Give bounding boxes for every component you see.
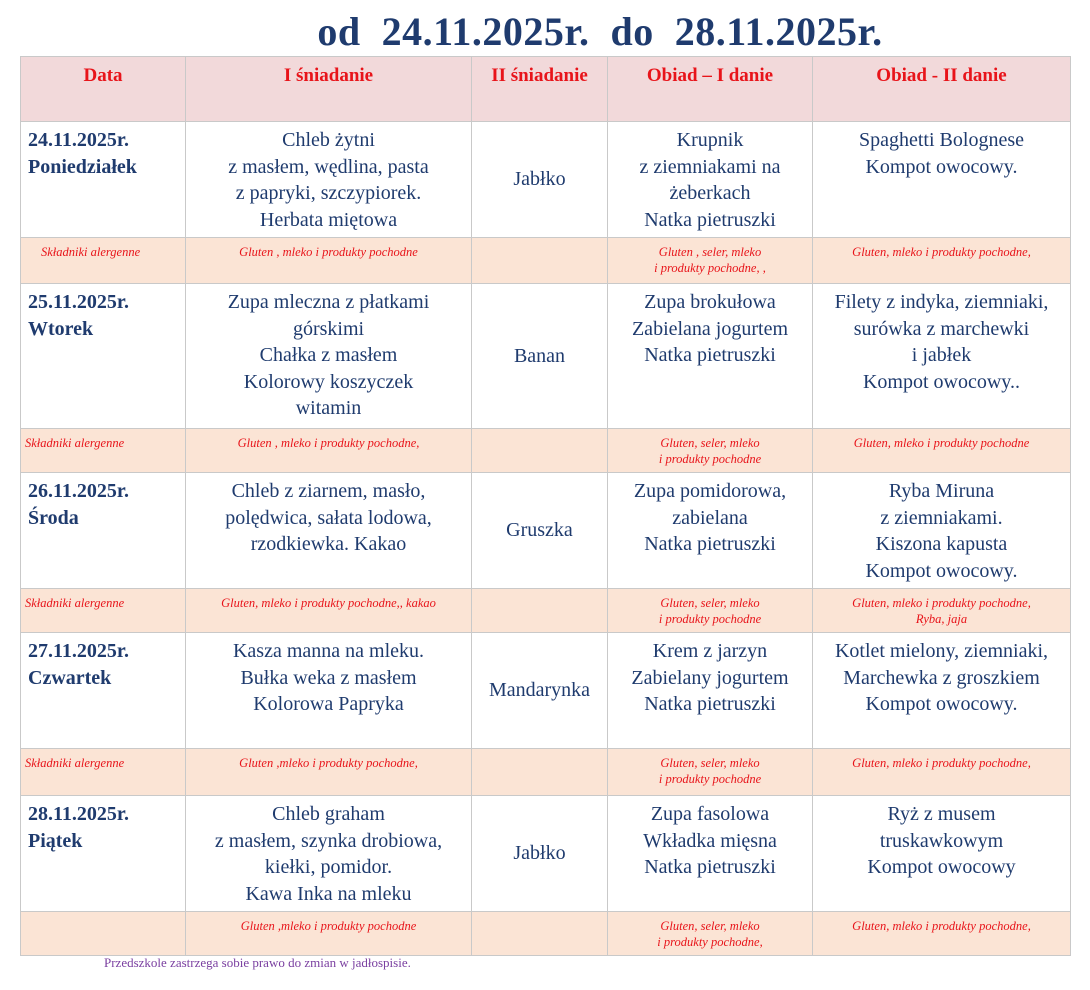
breakfast-1-cell <box>186 284 472 429</box>
allergen-breakfast-1 <box>186 589 472 633</box>
breakfast-1-cell <box>186 473 472 589</box>
lunch-1-cell <box>608 284 813 429</box>
lunch-2-cell <box>813 473 1071 589</box>
lunch-1-cell <box>608 633 813 749</box>
lunch-1-line: Krem z jarzyn <box>652 640 768 662</box>
allergen-line: Gluten, mleko i produkty pochodne, <box>852 245 1031 259</box>
lunch-2-line: Kiszona kapusta <box>875 533 1008 555</box>
breakfast-1-line: z papryki, szczypiorek. <box>235 182 422 204</box>
breakfast-1-line: Bułka weka z masłem <box>240 666 417 689</box>
allergen-lunch-2 <box>813 589 1071 633</box>
allergen-breakfast-2 <box>472 749 608 796</box>
allergen-breakfast-1 <box>186 912 472 956</box>
allergen-line: Gluten ,mleko i produkty pochodne, <box>239 756 418 770</box>
lunch-1-cell <box>608 122 813 238</box>
lunch-1-line: Natka pietruszki <box>644 533 776 555</box>
allergen-line: Gluten, mleko i produkty pochodne, <box>852 596 1031 610</box>
lunch-2-line: Ryż z musem <box>887 803 996 825</box>
breakfast-1-line: Kolorowy koszyczek <box>243 370 414 393</box>
header-row <box>21 57 1071 122</box>
lunch-2-cell <box>813 633 1071 749</box>
breakfast-1-line: Chleb z ziarnem, masło, <box>231 480 426 502</box>
lunch-1-line: Zupa pomidorowa, <box>633 480 787 502</box>
allergen-row <box>21 589 1071 633</box>
header-breakfast-1: I śniadanie <box>186 57 472 122</box>
breakfast-1-line: z masłem, szynka drobiowa, <box>214 829 443 852</box>
lunch-2-line: i jabłek <box>911 344 972 366</box>
breakfast-2-cell: Mandarynka <box>472 633 608 749</box>
lunch-2-cell <box>813 122 1071 238</box>
allergen-line: Gluten, mleko i produkty pochodne <box>853 436 1030 450</box>
breakfast-1-line: kiełki, pomidor. <box>264 856 393 878</box>
allergen-label: Składniki alergenne <box>21 749 186 796</box>
menu-title: od 24.11.2025r. do 28.11.2025r. <box>317 9 883 54</box>
date-cell <box>21 796 186 912</box>
allergen-label: Składniki alergenne <box>21 238 186 284</box>
allergen-lunch-1 <box>608 429 813 473</box>
breakfast-1-line: górskimi <box>292 317 365 340</box>
lunch-1-line: Zupa brokułowa <box>644 291 776 313</box>
allergen-lunch-2 <box>813 912 1071 956</box>
lunch-2-line: Kompot owocowy. <box>865 155 1018 178</box>
allergen-row <box>21 429 1071 473</box>
allergen-line: i produkty pochodne, , <box>654 261 766 275</box>
allergen-label: Składniki alergenne <box>21 429 186 473</box>
breakfast-1-line: rzodkiewka. Kakao <box>250 533 407 555</box>
allergen-line: Gluten , mleko i produkty pochodne <box>239 245 418 259</box>
lunch-2-line: truskawkowym <box>879 829 1004 852</box>
lunch-2-cell <box>813 284 1071 429</box>
header-date: Data <box>21 57 186 122</box>
lunch-2-cell <box>813 796 1071 912</box>
breakfast-2-cell: Jabłko <box>472 122 608 238</box>
allergen-line: Ryba, jaja <box>915 612 968 626</box>
header-lunch-2: Obiad - II danie <box>813 57 1071 122</box>
day-row <box>21 633 1071 749</box>
allergen-breakfast-1 <box>186 749 472 796</box>
day-row <box>21 284 1071 429</box>
breakfast-2-cell: Gruszka <box>472 473 608 589</box>
allergen-line: Gluten , seler, mleko <box>658 245 762 259</box>
allergen-label: Składniki alergenne <box>21 589 186 633</box>
weekday-text: Piątek <box>28 829 83 852</box>
date-text: 28.11.2025r. <box>28 803 129 825</box>
breakfast-1-line: Chleb żytni <box>282 129 375 151</box>
date-cell <box>21 473 186 589</box>
lunch-2-line: Kotlet mielony, ziemniaki, <box>834 640 1049 662</box>
allergen-line: i produkty pochodne, <box>657 935 763 949</box>
breakfast-1-cell <box>186 796 472 912</box>
lunch-2-line: Kompot owocowy. <box>865 693 1018 715</box>
breakfast-1-line: Chleb graham <box>272 803 385 825</box>
weekday-text: Poniedziałek <box>28 155 137 178</box>
allergen-line: i produkty pochodne <box>658 772 762 786</box>
allergen-row <box>21 238 1071 284</box>
breakfast-1-line: Herbata miętowa <box>259 208 398 231</box>
lunch-2-line: Ryba Miruna <box>888 480 995 502</box>
lunch-1-line: z ziemniakami na <box>639 155 781 178</box>
lunch-1-cell <box>608 473 813 589</box>
allergen-breakfast-1 <box>186 429 472 473</box>
allergen-breakfast-2 <box>472 589 608 633</box>
lunch-2-line: Kompot owocowy.. <box>862 370 1021 393</box>
allergen-breakfast-1 <box>186 238 472 284</box>
breakfast-1-line: Chałka z masłem <box>259 344 398 366</box>
day-row <box>21 473 1071 589</box>
allergen-line: i produkty pochodne <box>658 452 762 466</box>
breakfast-2-cell: Jabłko <box>472 796 608 912</box>
lunch-2-line: Kompot owocowy <box>867 856 1016 878</box>
lunch-1-line: Zabielana jogurtem <box>631 317 789 340</box>
header-breakfast-2: II śniadanie <box>472 57 608 122</box>
allergen-breakfast-2 <box>472 912 608 956</box>
lunch-1-line: Krupnik <box>676 129 744 151</box>
breakfast-1-line: z masłem, wędlina, pasta <box>228 155 429 178</box>
day-row <box>21 122 1071 238</box>
date-text: 24.11.2025r. <box>28 129 129 151</box>
allergen-line: Gluten, mleko i produkty pochodne,, kakao <box>221 596 436 610</box>
lunch-1-line: Wkładka mięsna <box>643 829 777 852</box>
lunch-1-line: Natka pietruszki <box>644 693 776 715</box>
date-text: 26.11.2025r. <box>28 480 129 502</box>
date-cell <box>21 633 186 749</box>
lunch-1-line: Natka pietruszki <box>644 856 776 878</box>
breakfast-1-line: Zupa mleczna z płatkami <box>227 291 430 313</box>
allergen-line: Gluten, seler, mleko <box>660 919 760 933</box>
lunch-2-line: Marchewka z groszkiem <box>843 666 1040 689</box>
breakfast-1-line: Kasza manna na mleku. <box>232 640 425 662</box>
weekly-menu-table <box>20 56 1071 956</box>
header-lunch-1: Obiad – I danie <box>608 57 813 122</box>
lunch-2-line: Filety z indyka, ziemniaki, <box>834 291 1049 313</box>
weekday-text: Środa <box>28 506 79 529</box>
allergen-row <box>21 749 1071 796</box>
allergen-lunch-2 <box>813 238 1071 284</box>
allergen-breakfast-2 <box>472 429 608 473</box>
allergen-line: Gluten , mleko i produkty pochodne, <box>237 436 420 450</box>
date-cell <box>21 122 186 238</box>
allergen-line: i produkty pochodne <box>658 612 762 626</box>
lunch-1-line: żeberkach <box>669 182 751 204</box>
allergen-lunch-1 <box>608 589 813 633</box>
breakfast-1-line: Kawa Inka na mleku <box>245 882 412 905</box>
breakfast-1-line: Kolorowa Papryka <box>253 693 404 715</box>
allergen-line: Gluten, seler, mleko <box>660 756 760 770</box>
allergen-lunch-1 <box>608 238 813 284</box>
breakfast-1-cell <box>186 122 472 238</box>
lunch-1-cell <box>608 796 813 912</box>
day-row <box>21 796 1071 912</box>
lunch-1-line: zabielana <box>672 506 748 529</box>
lunch-1-line: Zabielany jogurtem <box>631 666 789 689</box>
allergen-line: Gluten, seler, mleko <box>660 436 760 450</box>
footer-note: Przedszkole zastrzega sobie prawo do zmian w jadłospisie. <box>104 955 411 970</box>
allergen-lunch-1 <box>608 749 813 796</box>
lunch-2-line: Spaghetti Bolognese <box>859 129 1024 151</box>
allergen-line: Gluten, seler, mleko <box>660 596 760 610</box>
date-cell <box>21 284 186 429</box>
date-text: 27.11.2025r. <box>28 640 129 662</box>
allergen-line: Gluten, mleko i produkty pochodne, <box>852 756 1031 770</box>
lunch-2-line: Kompot owocowy. <box>865 559 1018 582</box>
allergen-lunch-2 <box>813 429 1071 473</box>
allergen-line: Gluten, mleko i produkty pochodne, <box>852 919 1031 933</box>
lunch-2-line: z ziemniakami. <box>880 506 1003 529</box>
allergen-lunch-1 <box>608 912 813 956</box>
allergen-lunch-2 <box>813 749 1071 796</box>
date-text: 25.11.2025r. <box>28 291 129 313</box>
lunch-2-line: surówka z marchewki <box>853 317 1030 340</box>
weekday-text: Wtorek <box>28 317 94 340</box>
lunch-1-line: Natka pietruszki <box>644 344 776 366</box>
allergen-line: Gluten ,mleko i produkty pochodne <box>240 919 417 933</box>
weekday-text: Czwartek <box>28 666 112 689</box>
allergen-breakfast-2 <box>472 238 608 284</box>
lunch-1-line: Natka pietruszki <box>644 208 776 231</box>
allergen-row <box>21 912 1071 956</box>
allergen-label <box>21 912 186 956</box>
breakfast-1-line: witamin <box>295 397 362 419</box>
lunch-1-line: Zupa fasolowa <box>650 803 770 825</box>
breakfast-1-line: polędwica, sałata lodowa, <box>225 506 432 529</box>
breakfast-1-cell <box>186 633 472 749</box>
breakfast-2-cell: Banan <box>472 284 608 429</box>
